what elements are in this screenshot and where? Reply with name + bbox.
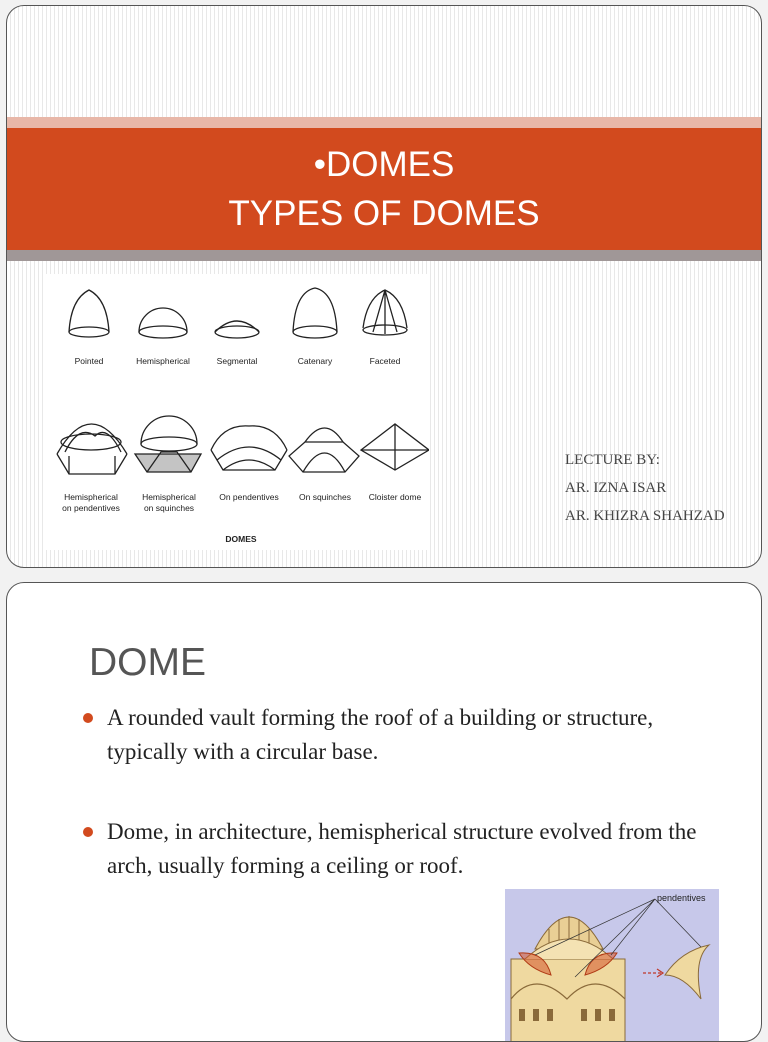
label-hemi-squinches-2: on squinches: [143, 503, 195, 513]
label-hemispherical: Hemispherical: [136, 356, 190, 366]
bullet-item: [83, 701, 733, 769]
slide-title-line-1: •DOMES: [313, 145, 455, 184]
label-pointed: Pointed: [74, 356, 104, 366]
slide-1: [6, 5, 762, 568]
label-faceted: Faceted: [369, 356, 401, 366]
slide-title-line-2: TYPES OF DOMES: [228, 194, 540, 233]
label-cloister-dome: Cloister dome: [368, 492, 422, 502]
slide-2: [6, 582, 762, 1042]
label-hemi-pendentives-2: on pendentives: [62, 503, 120, 513]
lecture-credits: [565, 446, 725, 530]
dome-types-figure: [43, 274, 429, 550]
lecture-heading: LECTURE BY:: [565, 452, 660, 468]
bullet-dot-icon: [83, 713, 93, 723]
bullet-text: Dome, in architecture, hemispherical structure evolved from the arch, usually forming a ceiling or roof.: [107, 819, 697, 878]
label-on-pendentives: On pendentives: [219, 492, 279, 502]
author-2: AR. KHIZRA SHAHZAD: [565, 508, 725, 524]
slide-2-title: DOME: [89, 641, 206, 684]
label-catenary: Catenary: [297, 356, 333, 366]
label-on-squinches: On squinches: [299, 492, 351, 502]
bullet-item: [83, 815, 733, 883]
label-hemi-pendentives-1: Hemispherical: [64, 492, 118, 502]
pendentives-diagram: [505, 889, 719, 1042]
label-segmental: Segmental: [216, 356, 258, 366]
author-1: AR. IZNA ISAR: [565, 480, 667, 496]
dome-types-illustration: [43, 274, 429, 550]
bullet-text: A rounded vault forming the roof of a building or structure, typically with a circular base.: [107, 705, 654, 764]
accent-strip-bottom: [7, 250, 761, 261]
pendentives-label: pendentives: [657, 893, 706, 903]
title-bar: [7, 128, 761, 250]
bullet-dot-icon: [83, 827, 93, 837]
pendentives-illustration: [505, 889, 719, 1042]
accent-strip-top: [7, 117, 761, 128]
figure-caption: DOMES: [225, 534, 257, 544]
label-hemi-squinches-1: Hemispherical: [142, 492, 196, 502]
